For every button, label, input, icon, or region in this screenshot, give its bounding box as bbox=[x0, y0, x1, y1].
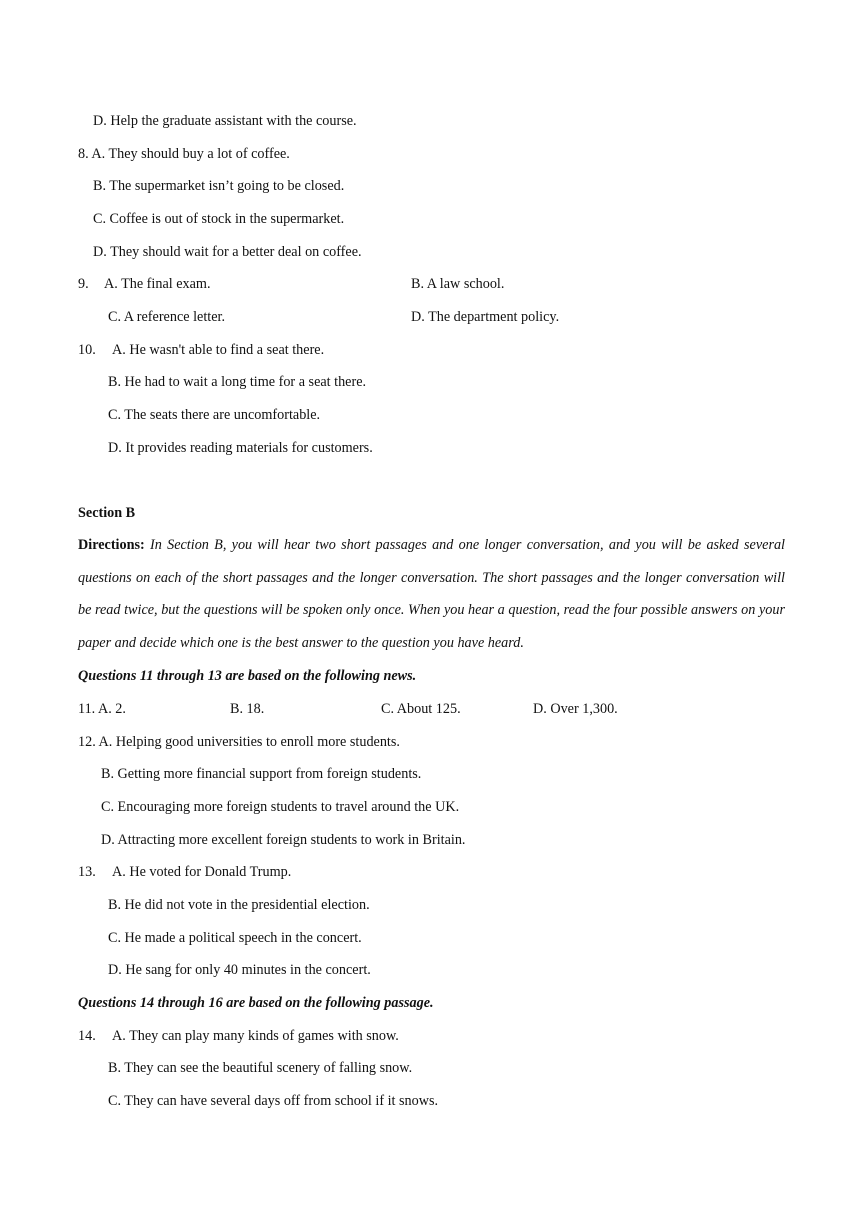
q7-option-d: D. Help the graduate assistant with the course. bbox=[93, 113, 357, 129]
directions-label: Directions: bbox=[78, 537, 145, 553]
q12-option-a: 12. A. Helping good universities to enroll more students. bbox=[78, 734, 400, 750]
questions-11-13-heading: Questions 11 through 13 are based on the following news. bbox=[78, 668, 417, 684]
q9-option-a: A. The final exam. bbox=[104, 276, 211, 292]
q8-option-a: 8. A. They should buy a lot of coffee. bbox=[78, 146, 290, 162]
q11-option-d: D. Over 1,300. bbox=[533, 701, 618, 717]
q12-option-d: D. Attracting more excellent foreign students to work in Britain. bbox=[101, 832, 466, 848]
q10-number: 10. bbox=[78, 342, 96, 358]
q13-option-d: D. He sang for only 40 minutes in the concert. bbox=[108, 962, 371, 978]
q12-option-b: B. Getting more financial support from foreign students. bbox=[101, 766, 422, 782]
q14-option-b: B. They can see the beautiful scenery of falling snow. bbox=[108, 1060, 413, 1076]
q11-option-a: 11. A. 2. bbox=[78, 701, 126, 717]
questions-14-16-heading: Questions 14 through 16 are based on the following passage. bbox=[78, 995, 434, 1011]
directions-text: In Section B, you will hear two short passages and one longer conversation, and you will be asked several questions on each of the short passages and the longer conversation. The short passages and the longer conversation will be read twice, but the questions will be spoken only once. When you hear a question, read the four possible answers on your paper and decide which one is the best answer to the question you have heard. bbox=[78, 537, 785, 651]
q9-option-c: C. A reference letter. bbox=[108, 309, 225, 325]
q11-option-b: B. 18. bbox=[230, 701, 265, 717]
q13-number: 13. bbox=[78, 864, 96, 880]
q10-option-d: D. It provides reading materials for customers. bbox=[108, 440, 373, 456]
section-heading: Section B bbox=[78, 505, 136, 521]
q8-option-d: D. They should wait for a better deal on coffee. bbox=[93, 244, 362, 260]
q10-option-a: A. He wasn't able to find a seat there. bbox=[112, 342, 325, 358]
directions-paragraph bbox=[78, 529, 785, 659]
q10-option-c: C. The seats there are uncomfortable. bbox=[108, 407, 321, 423]
q14-number: 14. bbox=[78, 1028, 96, 1044]
q8-option-b: B. The supermarket isn’t going to be closed. bbox=[93, 178, 345, 194]
q8-option-c: C. Coffee is out of stock in the supermarket. bbox=[93, 211, 345, 227]
q9-number: 9. bbox=[78, 276, 89, 292]
q10-option-b: B. He had to wait a long time for a seat there. bbox=[108, 374, 367, 390]
q9-option-d: D. The department policy. bbox=[411, 309, 560, 325]
q13-option-a: A. He voted for Donald Trump. bbox=[112, 864, 292, 880]
q14-option-c: C. They can have several days off from school if it snows. bbox=[108, 1093, 439, 1109]
q14-option-a: A. They can play many kinds of games with snow. bbox=[112, 1028, 399, 1044]
q13-option-c: C. He made a political speech in the concert. bbox=[108, 930, 362, 946]
q13-option-b: B. He did not vote in the presidential election. bbox=[108, 897, 370, 913]
q12-option-c: C. Encouraging more foreign students to travel around the UK. bbox=[101, 799, 460, 815]
q9-option-b: B. A law school. bbox=[411, 276, 505, 292]
q11-option-c: C. About 125. bbox=[381, 701, 461, 717]
